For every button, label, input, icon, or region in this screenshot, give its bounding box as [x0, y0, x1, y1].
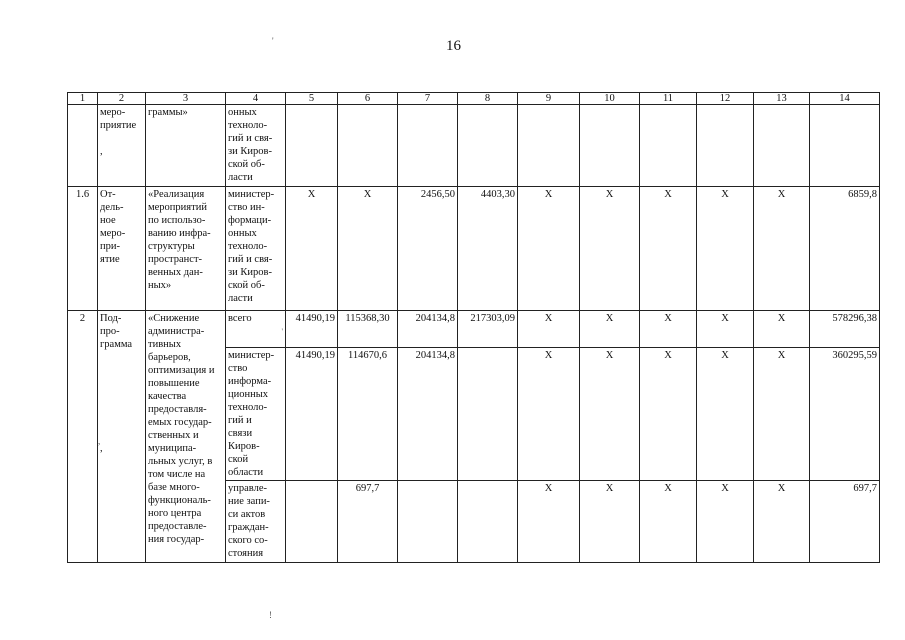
cell-empty [338, 105, 398, 187]
cell-executor-split [226, 311, 286, 563]
value: X [640, 480, 696, 562]
cell-col7: 2456,50 [398, 187, 458, 311]
cell-col8: 4403,30 [458, 187, 518, 311]
value: X [518, 480, 579, 562]
value [398, 480, 457, 562]
cell-empty [286, 105, 338, 187]
header-cell: 1 [68, 93, 98, 105]
cell-title: «Снижение администра- тивных барьеров, оптимизация и повышение качества предоставля- емых государ- ственных и муниципа- льных услуг, в том числе на базе много- функциональ- ного центра предоставле- ния государ- [146, 311, 226, 563]
value [458, 480, 517, 562]
cell-empty [697, 105, 754, 187]
value: X [721, 313, 729, 324]
value: 204134,8 [415, 313, 455, 324]
cell-empty [398, 105, 458, 187]
cell-executor: онных техноло- гий и свя- зи Киров- ской об- ласти [226, 105, 286, 187]
cell-col10-split [580, 311, 640, 563]
cell-col7-split [398, 311, 458, 563]
value: 41490,19 [286, 347, 337, 480]
table-row-continuation [68, 105, 880, 187]
program-table [67, 92, 880, 563]
value: 115368,30 [345, 313, 390, 324]
value [286, 480, 337, 562]
cell-col13-split [754, 311, 810, 563]
value: 697,7 [810, 480, 879, 562]
sub-label-ministry: министер- ство информа- ционных техноло- гий и связи Киров- ской области [226, 347, 285, 480]
cell-empty [518, 105, 580, 187]
header-cell: 7 [398, 93, 458, 105]
cell-col11-split [640, 311, 697, 563]
scan-speck: , [98, 436, 101, 446]
cell-col14-split [810, 311, 880, 563]
value: 114670,6 [338, 347, 397, 480]
cell-col11: X [640, 187, 697, 311]
header-cell: 6 [338, 93, 398, 105]
value: X [605, 313, 614, 324]
header-cell: 10 [580, 93, 640, 105]
cell-number [68, 105, 98, 187]
cell-col12-split [697, 311, 754, 563]
value: 360295,59 [810, 347, 879, 480]
value: X [777, 313, 786, 324]
cell-type: меро- приятие , [98, 105, 146, 187]
header-cell: 5 [286, 93, 338, 105]
table-header-row [68, 93, 880, 105]
cell-empty [458, 105, 518, 187]
cell-col14: 6859,8 [810, 187, 880, 311]
value: 217303,09 [470, 313, 515, 324]
cell-title: граммы» [146, 105, 226, 187]
header-cell: 11 [640, 93, 697, 105]
cell-title: «Реализация мероприятий по использо- ванию инфра- структуры пространст- венных дан- ных» [146, 187, 226, 311]
value: 41490,19 [295, 313, 335, 324]
cell-col6: X [338, 187, 398, 311]
table-row-2 [68, 311, 880, 563]
cell-number: 2 [68, 311, 98, 563]
header-cell: 9 [518, 93, 580, 105]
cell-col8-split [458, 311, 518, 563]
value: X [544, 313, 553, 324]
value: X [697, 347, 753, 480]
value: X [580, 347, 639, 480]
cell-number: 1.6 [68, 187, 98, 311]
cell-type: От- дель- ное меро- при- ятие [98, 187, 146, 311]
header-cell: 8 [458, 93, 518, 105]
page-number: 16 [446, 38, 461, 54]
value: X [640, 347, 696, 480]
cell-col9-split [518, 311, 580, 563]
cell-empty [810, 105, 880, 187]
cell-type: Под- про- грамма , [98, 311, 146, 563]
scan-speck: ! [269, 610, 272, 620]
cell-col6-split [338, 311, 398, 563]
header-cell: 4 [226, 93, 286, 105]
value: X [697, 480, 753, 562]
table-row-1-6 [68, 187, 880, 311]
cell-col9: X [518, 187, 580, 311]
cell-col5-split [286, 311, 338, 563]
value: 697,7 [338, 480, 397, 562]
value: X [754, 347, 809, 480]
header-cell: 13 [754, 93, 810, 105]
sub-label-registry: управле- ние запи- си актов граждан- ского со- стояния [226, 480, 285, 562]
header-cell: 14 [810, 93, 880, 105]
value [458, 347, 517, 480]
value: X [664, 313, 672, 324]
value: 578296,38 [832, 313, 877, 324]
value: X [518, 347, 579, 480]
cell-empty [580, 105, 640, 187]
value: 204134,8 [398, 347, 457, 480]
header-cell: 3 [146, 93, 226, 105]
scan-speck: ' [281, 327, 283, 336]
cell-empty [754, 105, 810, 187]
cell-col5: X [286, 187, 338, 311]
value: X [754, 480, 809, 562]
scan-speck: ' [272, 36, 274, 46]
header-cell: 12 [697, 93, 754, 105]
cell-col12: X [697, 187, 754, 311]
sub-label-total [226, 311, 285, 347]
cell-col10: X [580, 187, 640, 311]
cell-executor: министер- ство ин- формаци- онных техноло- гий и свя- зи Киров- ской об- ласти [226, 187, 286, 311]
header-cell: 2 [98, 93, 146, 105]
value: X [580, 480, 639, 562]
cell-empty [640, 105, 697, 187]
total-label: всего [228, 313, 252, 324]
cell-col13: X [754, 187, 810, 311]
